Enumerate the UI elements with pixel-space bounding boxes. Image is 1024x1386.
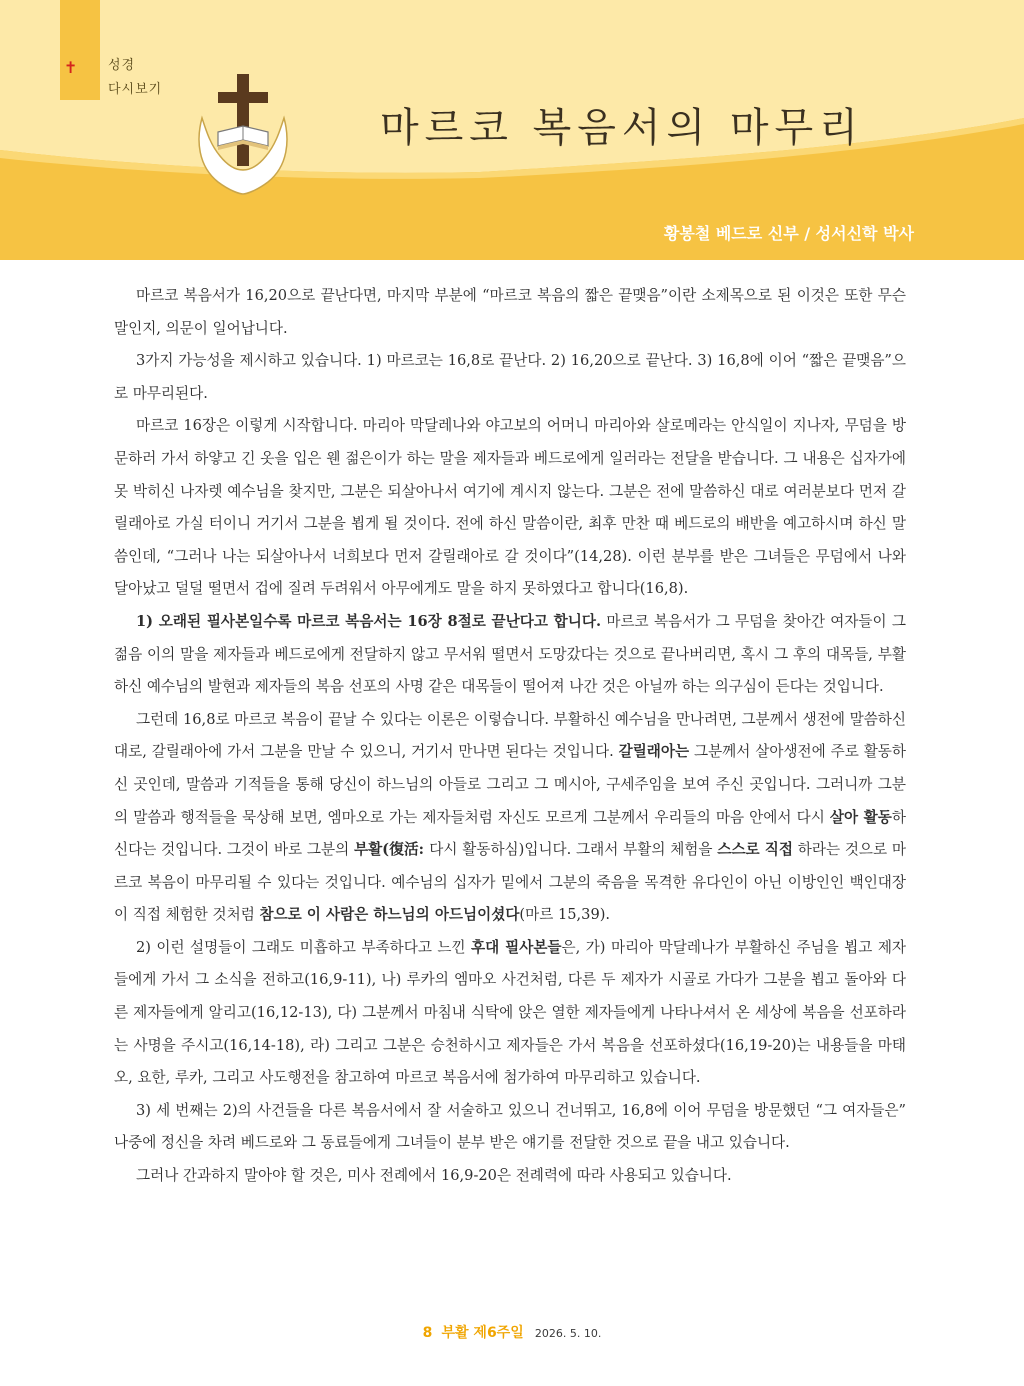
paragraph-4 xyxy=(114,606,906,704)
paragraph-6 xyxy=(114,932,906,1095)
text-run: (마르 15,39). xyxy=(519,906,611,924)
paragraph-7: 3) 세 번째는 2)의 사건들을 다른 복음서에서 잘 서술하고 있으니 건너뛰고, 16,8에 이어 무덤을 방문했던 “그 여자들은” 나중에 정신을 차려 베드로와 그 동료들에게 그녀들이 분부 받은 얘기를 전달한 것으로 끝을 내고 있습니다. xyxy=(114,1101,906,1152)
emphasis: 스스로 직접 xyxy=(717,841,793,859)
cross-bible-hands-emblem xyxy=(188,70,298,200)
author-byline: 황봉철 베드로 신부 / 성서신학 박사 xyxy=(663,224,914,243)
paragraph-5 xyxy=(114,704,906,932)
emphasis: 1) 오래된 필사본일수록 마르코 복음서는 16장 8절로 끝난다고 합니다. xyxy=(136,612,602,630)
article-body xyxy=(114,280,906,1193)
paragraph-3: 마르코 16장은 이렇게 시작합니다. 마리아 막달레나와 야고보의 어머니 마리아와 살로메라는 안식일이 지나자, 무덤을 방문하러 가서 하얗고 긴 옷을 입은 웬 젊은이가 하는 말을 제자들과 베드로에게 일러라는 전달을 받습니다. 그 내용은 십자가에 못 박히신 나자렛 예수님을 찾지만, 그분은 되살아나서 여기에 계시지 않는다. 그분은 전에 말씀하신 대로 여러분보다 먼저 갈릴래아로 가실 터이니 거기서 그분을 뵙게 될 것이다. 전에 하신 말씀이란, 최후 만찬 때 베드로의 배반을 예고하시며 하신 말씀인데, “그러나 나는 되살아나서 너희보다 먼저 갈릴래아로 갈 것이다”(14,28). 이런 분부를 받은 그녀들은 무덤에서 나와 달아났고 덜덜 떨면서 겁에 질려 두려워서 아무에게도 말을 하지 못하였다고 합니다(16,8). xyxy=(114,417,906,598)
series-label xyxy=(108,54,162,102)
text-run: 하라는 것으로 마르코 복음이 마무리될 수 있다는 것입니다. 예수님의 십자가 밑에서 그분의 죽음을 목격한 유다인이 아닌 이방인인 백인대장이 직접 체험한 것처럼 xyxy=(114,841,906,924)
series-tab xyxy=(60,0,100,100)
emphasis: 후대 필사본들 xyxy=(471,938,562,956)
text-run: 하신다는 것입니다. 그것이 바로 그분의 xyxy=(114,808,906,859)
page-number: 8 xyxy=(422,1325,433,1341)
emphasis: 살아 활동 xyxy=(829,808,892,826)
emphasis: 참으로 이 사람은 하느님의 아드님이셨다 xyxy=(259,906,520,924)
series-label-line1: 성경 xyxy=(108,58,136,73)
text-run: 2) 이런 설명들이 그래도 미흡하고 부족하다고 느낀 xyxy=(136,938,472,956)
emphasis: 갈릴래아는 xyxy=(618,743,690,761)
text-run: 그런데 16,8로 마르코 복음이 끝날 수 있다는 이론은 이렇습니다. 부활하신 예수님을 만나려면, 그분께서 생전에 말씀하신 대로, 갈릴래아에 가서 그분을 만날 수 있으니, 거기서 만나면 된다는 것입니다. xyxy=(114,710,906,761)
candle-icon: ✝ xyxy=(64,58,78,77)
series-label-line2: 다시보기 xyxy=(108,82,163,97)
text-run: 마르코 복음서가 그 무덤을 찾아간 여자들이 그 젊음 이의 말을 제자들과 베드로에게 전달하지 않고 무서워 떨면서 도망갔다는 것으로 끝나버리면, 혹시 그 후의 대목들, 부활하신 예수님의 발현과 제자들의 복음 선포의 사명 같은 대목들이 떨어져 나간 것은 아닐까 하는 의구심이 든다는 것입니다. xyxy=(114,612,906,696)
issue-date: 2026. 5. 10. xyxy=(534,1327,602,1340)
paragraph-1: 마르코 복음서가 16,20으로 끝난다면, 마지막 부분에 “마르코 복음의 짧은 끝맺음”이란 소제목으로 된 이것은 또한 무슨 말인지, 의문이 일어납니다. xyxy=(114,287,906,337)
page-footer xyxy=(0,1322,1024,1342)
paragraph-2: 3가지 가능성을 제시하고 있습니다. 1) 마르코는 16,8로 끝난다. 2) 16,20으로 끝난다. 3) 16,8에 이어 “짧은 끝맺음”으로 마무리된다. xyxy=(114,352,906,402)
text-run: 다시 활동하심)입니다. 그래서 부활의 체험을 xyxy=(429,841,718,859)
emphasis: 부활(復活: xyxy=(353,841,430,859)
text-run: 그분께서 살아생전에 주로 활동하신 곳인데, 말씀과 기적들을 통해 당신이 하느님의 아들로 그리고 그 메시아, 구세주임을 보여 주신 곳입니다. 그러니까 그분의 말씀과 행적들을 묵상해 보면, 엠마오로 가는 제자들처럼 자신도 모르게 그분께서 우리들의 마음 안에서 다시 xyxy=(114,743,906,826)
liturgical-week: 부활 제6주일 xyxy=(441,1325,524,1341)
page-title: 마르코 복음서의 마무리 xyxy=(380,105,864,151)
paragraph-8: 그러나 간과하지 말아야 할 것은, 미사 전례에서 16,9-20은 전례력에 따라 사용되고 있습니다. xyxy=(136,1167,732,1185)
text-run: 은, 가) 마리아 막달레나가 부활하신 주님을 뵙고 제자들에게 가서 그 소식을 전하고(16,9-11), 나) 루카의 엠마오 사건처럼, 다른 두 제자가 시골로 가다가 그분을 뵙고 돌아와 다른 제자들에게 알리고(16,12-13), 다) 그분께서 마침내 식탁에 앉은 열한 제자들에게 나타나셔서 온 세상에 복음을 선포하라는 사명을 주시고(16,14-18), 라) 그리고 그분은 승천하시고 제자들은 가서 복음을 선포하셨다(16,19-20)는 내용들을 마태오, 요한, 루카, 그리고 사도행전을 참고하여 마르코 복음서에 첨가하여 마무리하고 있습니다. xyxy=(114,938,907,1087)
